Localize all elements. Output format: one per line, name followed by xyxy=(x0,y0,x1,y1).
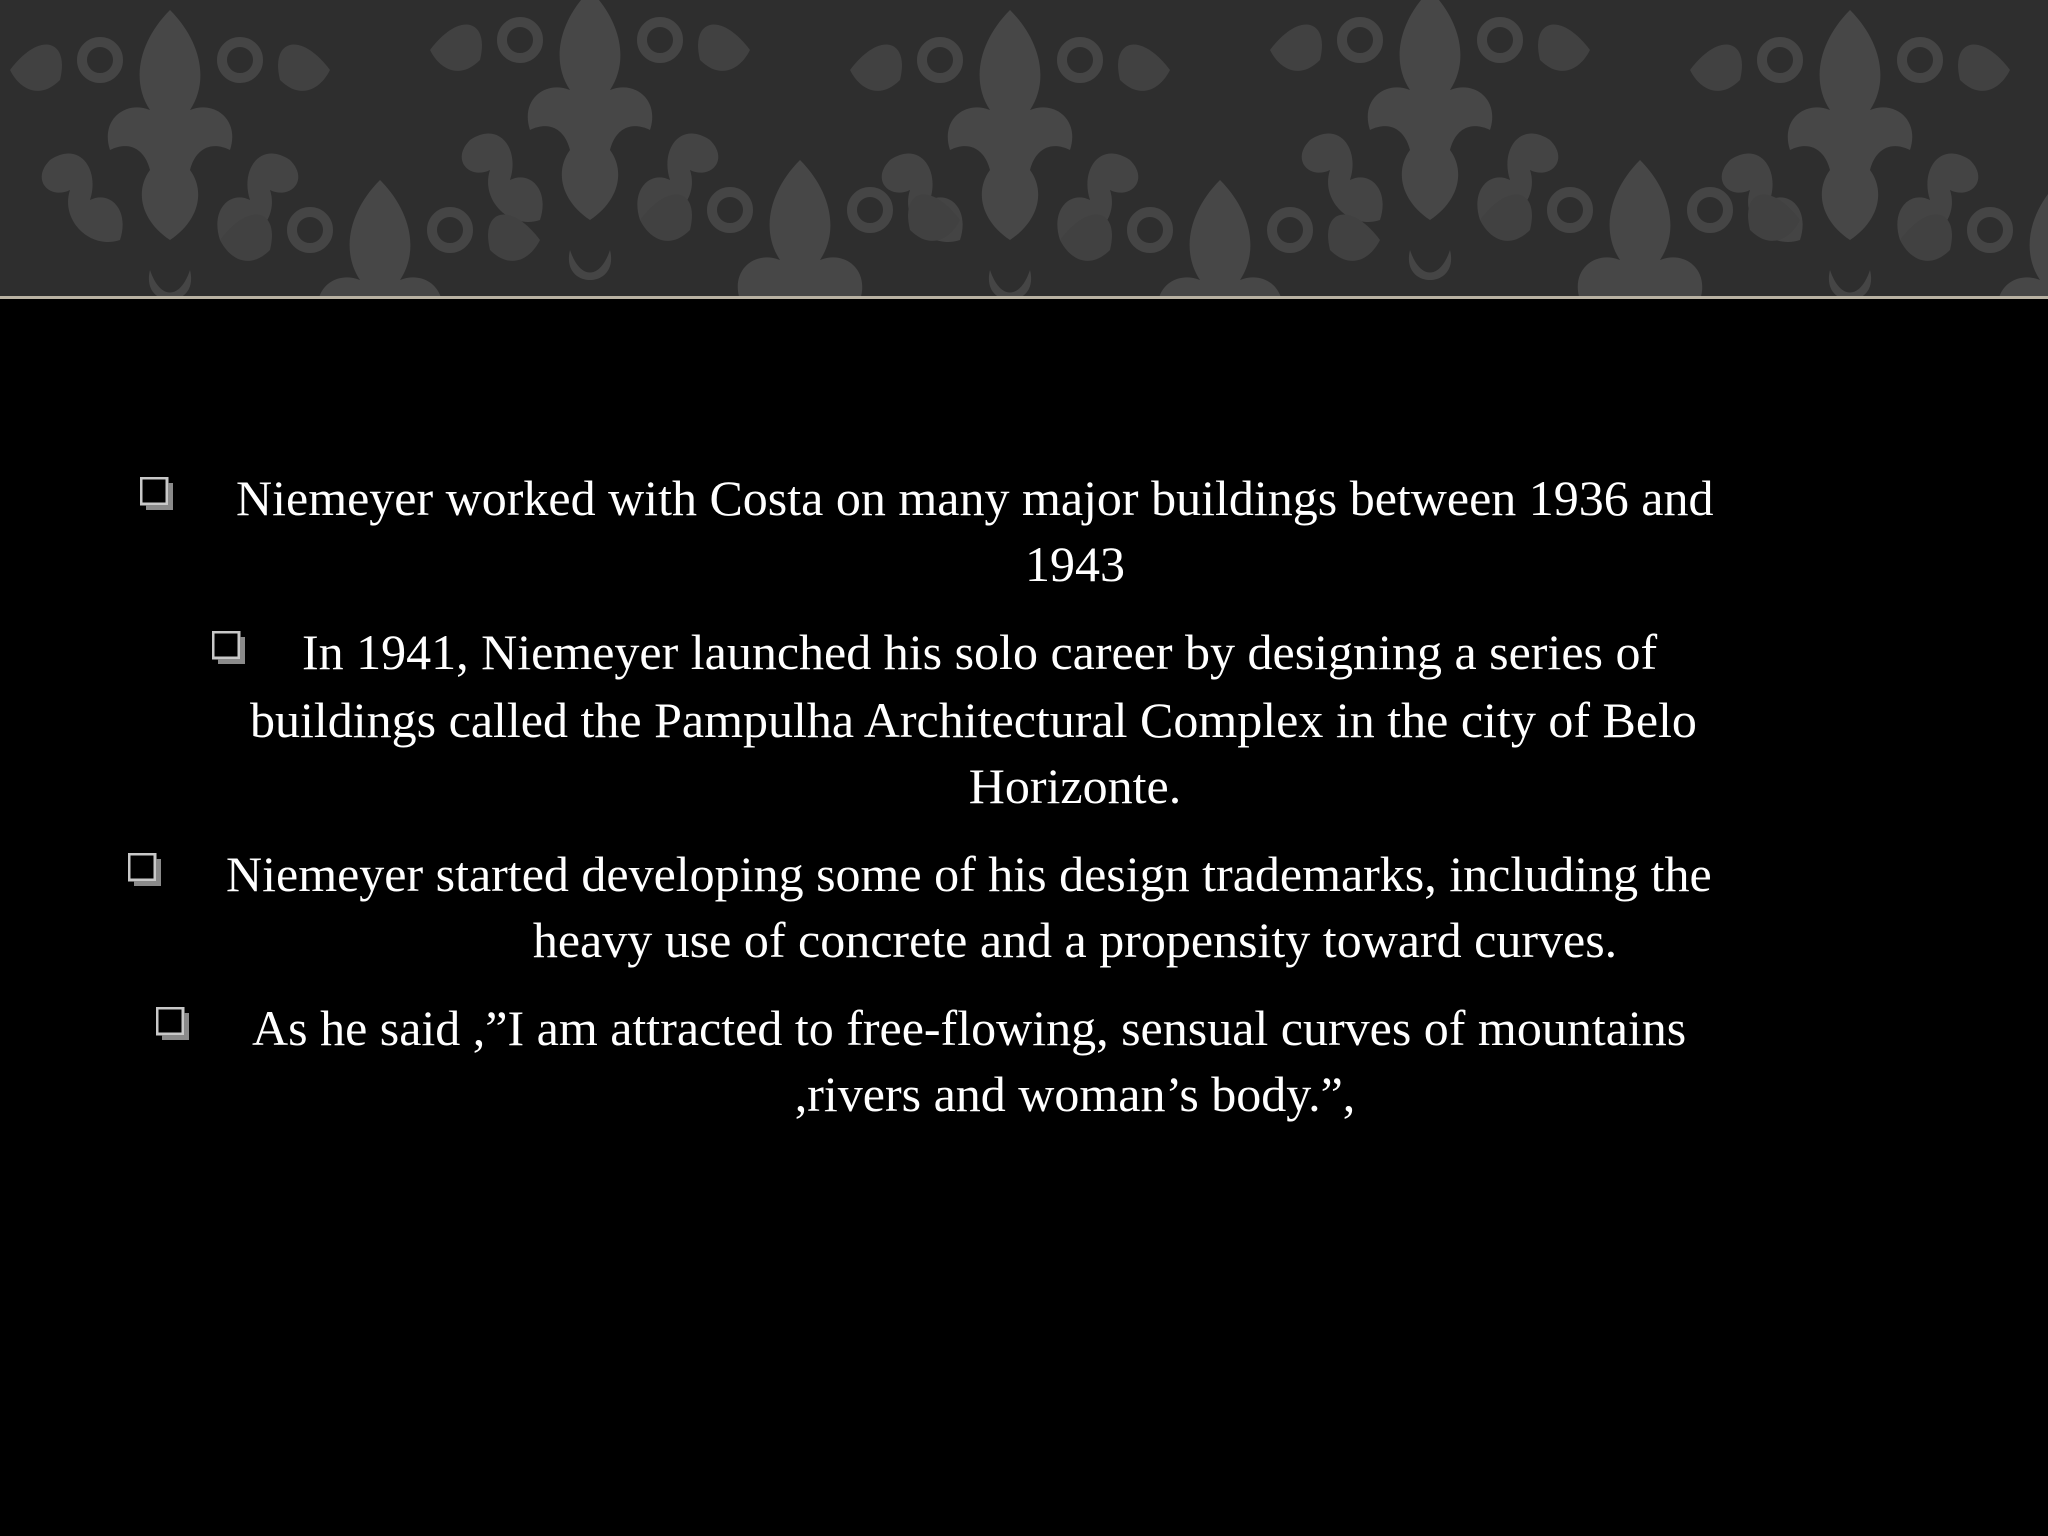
bullet-4-line-1: As he said ,”I am attracted to free-flowing, sensual curves of mountains xyxy=(252,1000,1687,1056)
bullet-3-line-2: heavy use of concrete and a propensity toward curves. xyxy=(532,912,1618,968)
bullet-1-line-1: Niemeyer worked with Costa on many major buildings between 1936 and xyxy=(236,470,1714,526)
bullet-2-line-3: Horizonte. xyxy=(968,758,1182,814)
checkbox-square-icon xyxy=(128,853,162,887)
bullet-3-line-1: Niemeyer started developing some of his design trademarks, including the xyxy=(226,846,1712,902)
checkbox-square-icon xyxy=(156,1007,190,1041)
bullet-2-line-2: buildings called the Pampulha Architectural Complex in the city of Belo xyxy=(250,692,1697,748)
checkbox-square-icon xyxy=(140,477,174,511)
bullet-4-line-2: ,rivers and woman’s body.”, xyxy=(794,1066,1356,1122)
bullet-1-line-2: 1943 xyxy=(1025,536,1125,592)
bullet-2-line-1: In 1941, Niemeyer launched his solo career by designing a series of xyxy=(302,624,1658,680)
checkbox-square-icon xyxy=(212,631,246,665)
